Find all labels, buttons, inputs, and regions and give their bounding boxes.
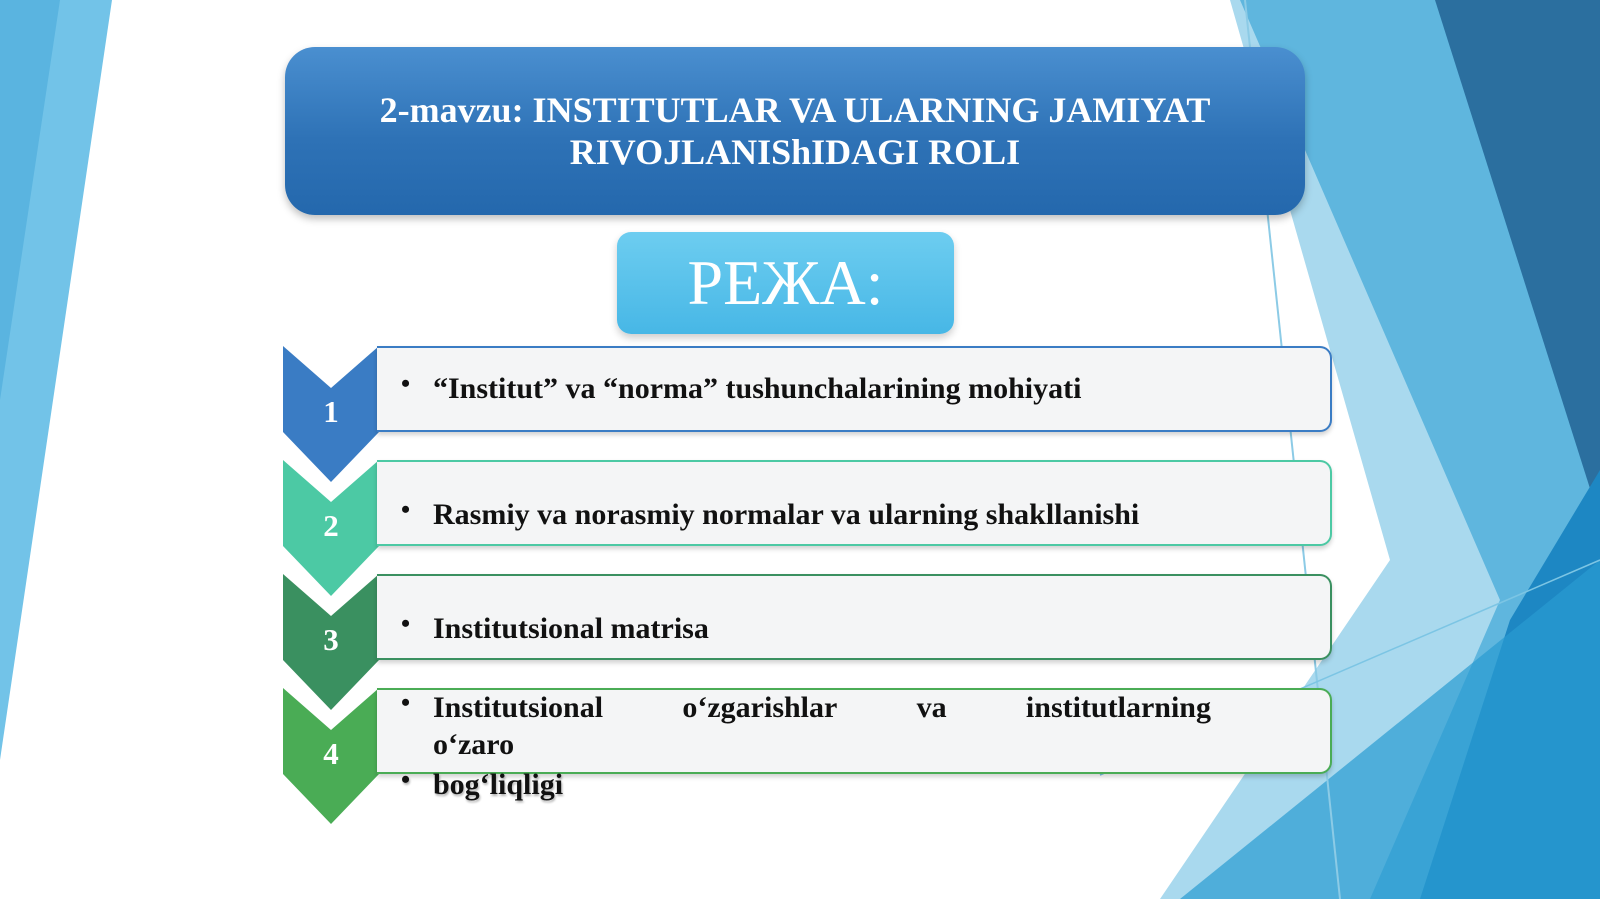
plan-item-word: va <box>916 691 947 724</box>
plan-item-word: • Institutsional <box>433 691 604 724</box>
plan-number: 1 <box>323 394 339 429</box>
plan-item-text-line1 <box>433 691 1211 725</box>
plan-heading: РЕЖА: <box>617 232 954 334</box>
plan-item-word: o‘zgarishlar <box>682 691 838 724</box>
plan-item-4 <box>283 688 1335 824</box>
plan-item-text: • “Institut” va “norma” tushunchalarining mohiyati <box>433 372 1081 406</box>
plan-item-word: institutlarning <box>1025 691 1211 724</box>
title-line-1: 2-mavzu: INSTITUTLAR VA ULARNING JAMIYAT <box>379 90 1211 130</box>
plan-number: 3 <box>323 622 339 657</box>
plan-number: 2 <box>323 508 339 543</box>
title-line-2: RIVOJLANIShIDAGI ROLI <box>569 132 1021 172</box>
plan-item-text: • Rasmiy va norasmiy normalar va ularning shakllanishi <box>433 498 1139 532</box>
plan-item-text-line2: o‘zaro <box>433 728 515 761</box>
slide-title <box>285 47 1305 215</box>
plan-number: 4 <box>323 736 339 771</box>
plan-item-text-line3: • bog‘liqligi <box>433 768 563 802</box>
plan-item-text: • Institutsional matrisa <box>433 612 709 646</box>
